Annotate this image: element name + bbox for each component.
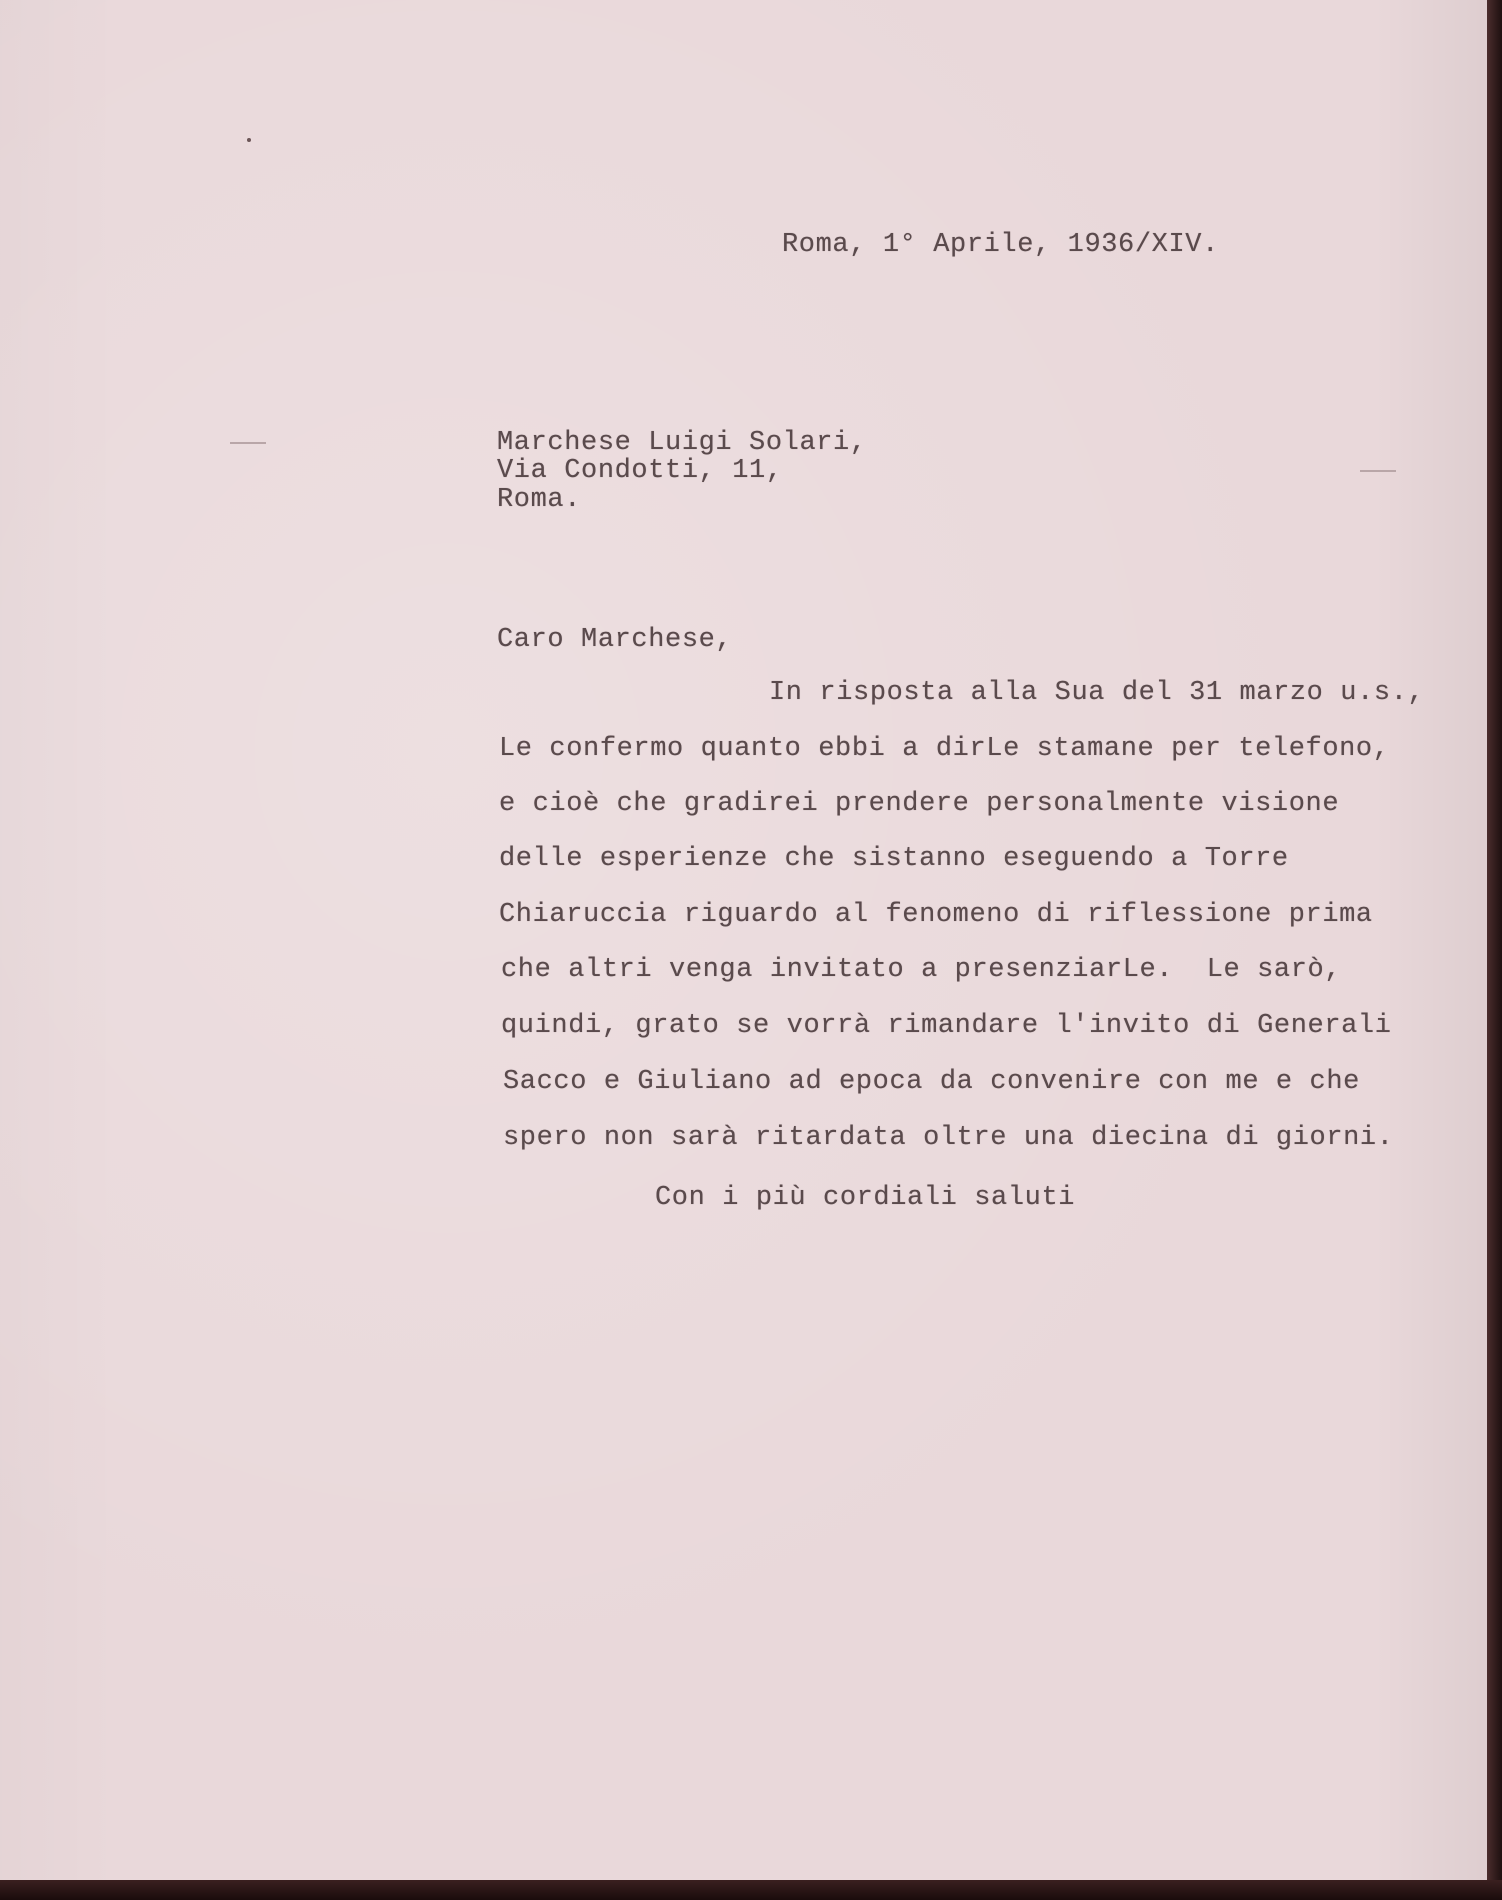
body-line-2: Le confermo quanto ebbi a dirLe stamane per telefono,	[499, 734, 1390, 764]
body-line-8: Sacco e Giuliano ad epoca da convenire con me e che	[503, 1067, 1360, 1097]
paper-speck	[247, 138, 251, 142]
salutation: Caro Marchese,	[497, 625, 733, 655]
page-edge-shadow-right	[1487, 0, 1502, 1900]
body-line-4: delle esperienze che sistanno eseguendo a Torre	[499, 844, 1289, 874]
body-line-9: spero non sarà ritardata oltre una diecina di giorni.	[503, 1123, 1394, 1153]
page-edge-shadow-bottom	[0, 1880, 1502, 1900]
body-line-7: quindi, grato se vorrà rimandare l'invito di Generali	[501, 1011, 1392, 1041]
addressee-line-3: Roma.	[497, 485, 582, 515]
letter-date: Roma, 1° Aprile, 1936/XIV.	[782, 230, 1219, 260]
body-line-1: In risposta alla Sua del 31 marzo u.s.,	[769, 678, 1425, 708]
body-line-3: e cioè che gradirei prendere personalmente visione	[499, 789, 1340, 819]
addressee-line-2: Via Condotti, 11,	[497, 456, 783, 486]
body-line-6: che altri venga invitato a presenziarLe. Le sarò,	[501, 955, 1342, 985]
closing-line: Con i più cordiali saluti	[655, 1183, 1076, 1213]
body-line-5: Chiaruccia riguardo al fenomeno di riflessione prima	[499, 900, 1373, 930]
addressee-line-1: Marchese Luigi Solari,	[497, 428, 867, 458]
margin-mark-left	[230, 442, 266, 444]
margin-mark-right	[1360, 470, 1396, 472]
